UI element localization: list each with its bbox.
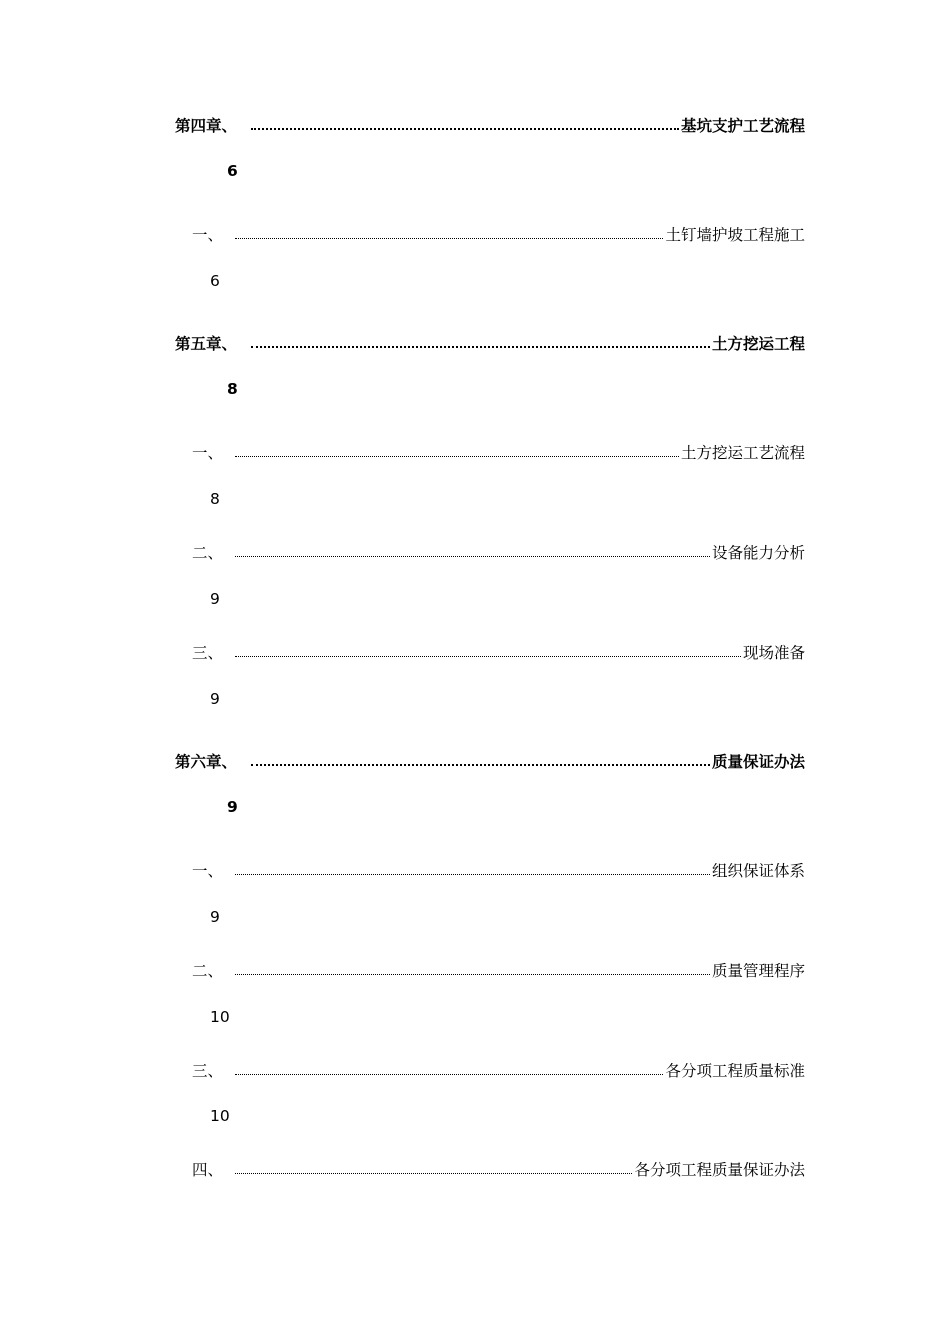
toc-section-title: 各分项工程质量标准: [665, 1062, 805, 1080]
toc-page-number: 9: [227, 798, 238, 816]
toc-section-title: 质量管理程序: [711, 962, 805, 980]
toc-page-number: 6: [227, 162, 238, 180]
toc-section-line: [192, 857, 805, 881]
toc-page-number: 8: [227, 380, 238, 398]
toc-section-label: 三、: [192, 1062, 224, 1080]
dot-leader: [235, 455, 679, 457]
toc-section-label: 四、: [192, 1161, 224, 1179]
toc-section-label: 二、: [192, 544, 224, 562]
dot-leader: [235, 555, 710, 557]
toc-section-title: 土钉墙护坡工程施工: [665, 226, 805, 244]
toc-page-number: 6: [210, 272, 220, 290]
toc-section-line: [192, 1057, 805, 1081]
toc-chapter-title: 土方挖运工程: [711, 335, 805, 353]
toc-section-label: 一、: [192, 444, 224, 462]
toc-chapter-title: 质量保证办法: [711, 753, 805, 771]
dot-leader: [235, 1073, 663, 1075]
toc-page-number: 8: [210, 490, 220, 508]
dot-leader: [235, 973, 710, 975]
dot-leader: [251, 127, 679, 130]
toc-section-line: [192, 1156, 805, 1180]
toc-section-line: [192, 639, 805, 663]
toc-section-label: 三、: [192, 644, 224, 662]
toc-section-title: 设备能力分析: [711, 544, 805, 562]
toc-section-title: 土方挖运工艺流程: [680, 444, 805, 462]
toc-section-label: 二、: [192, 962, 224, 980]
toc-chapter-label: 第四章、: [175, 117, 238, 135]
toc-section-line: [192, 539, 805, 563]
toc-chapter-label: 第六章、: [175, 753, 238, 771]
toc-chapter-5-line: [175, 330, 805, 354]
toc-chapter-title: 基坑支护工艺流程: [680, 117, 805, 135]
toc-page-number: 9: [210, 690, 220, 708]
toc-section-line: [192, 957, 805, 981]
dot-leader: [251, 345, 710, 348]
dot-leader: [235, 873, 710, 875]
toc-chapter-label: 第五章、: [175, 335, 238, 353]
toc-section-line: [192, 439, 805, 463]
toc-page-number: 9: [210, 908, 220, 926]
toc-chapter-4-line: [175, 112, 805, 136]
toc-section-title: 各分项工程质量保证办法: [634, 1161, 805, 1179]
toc-section-title: 组织保证体系: [711, 862, 805, 880]
toc-page-number: 10: [210, 1008, 230, 1026]
toc-chapter-6-line: [175, 748, 805, 772]
toc-section-label: 一、: [192, 862, 224, 880]
toc-section-label: 一、: [192, 226, 224, 244]
dot-leader: [235, 1172, 632, 1174]
toc-page-number: 9: [210, 590, 220, 608]
dot-leader: [251, 763, 710, 766]
dot-leader: [235, 237, 663, 239]
toc-section-title: 现场准备: [742, 644, 805, 662]
toc-page-number: 10: [210, 1107, 230, 1125]
toc-section-line: [192, 221, 805, 245]
dot-leader: [235, 655, 741, 657]
